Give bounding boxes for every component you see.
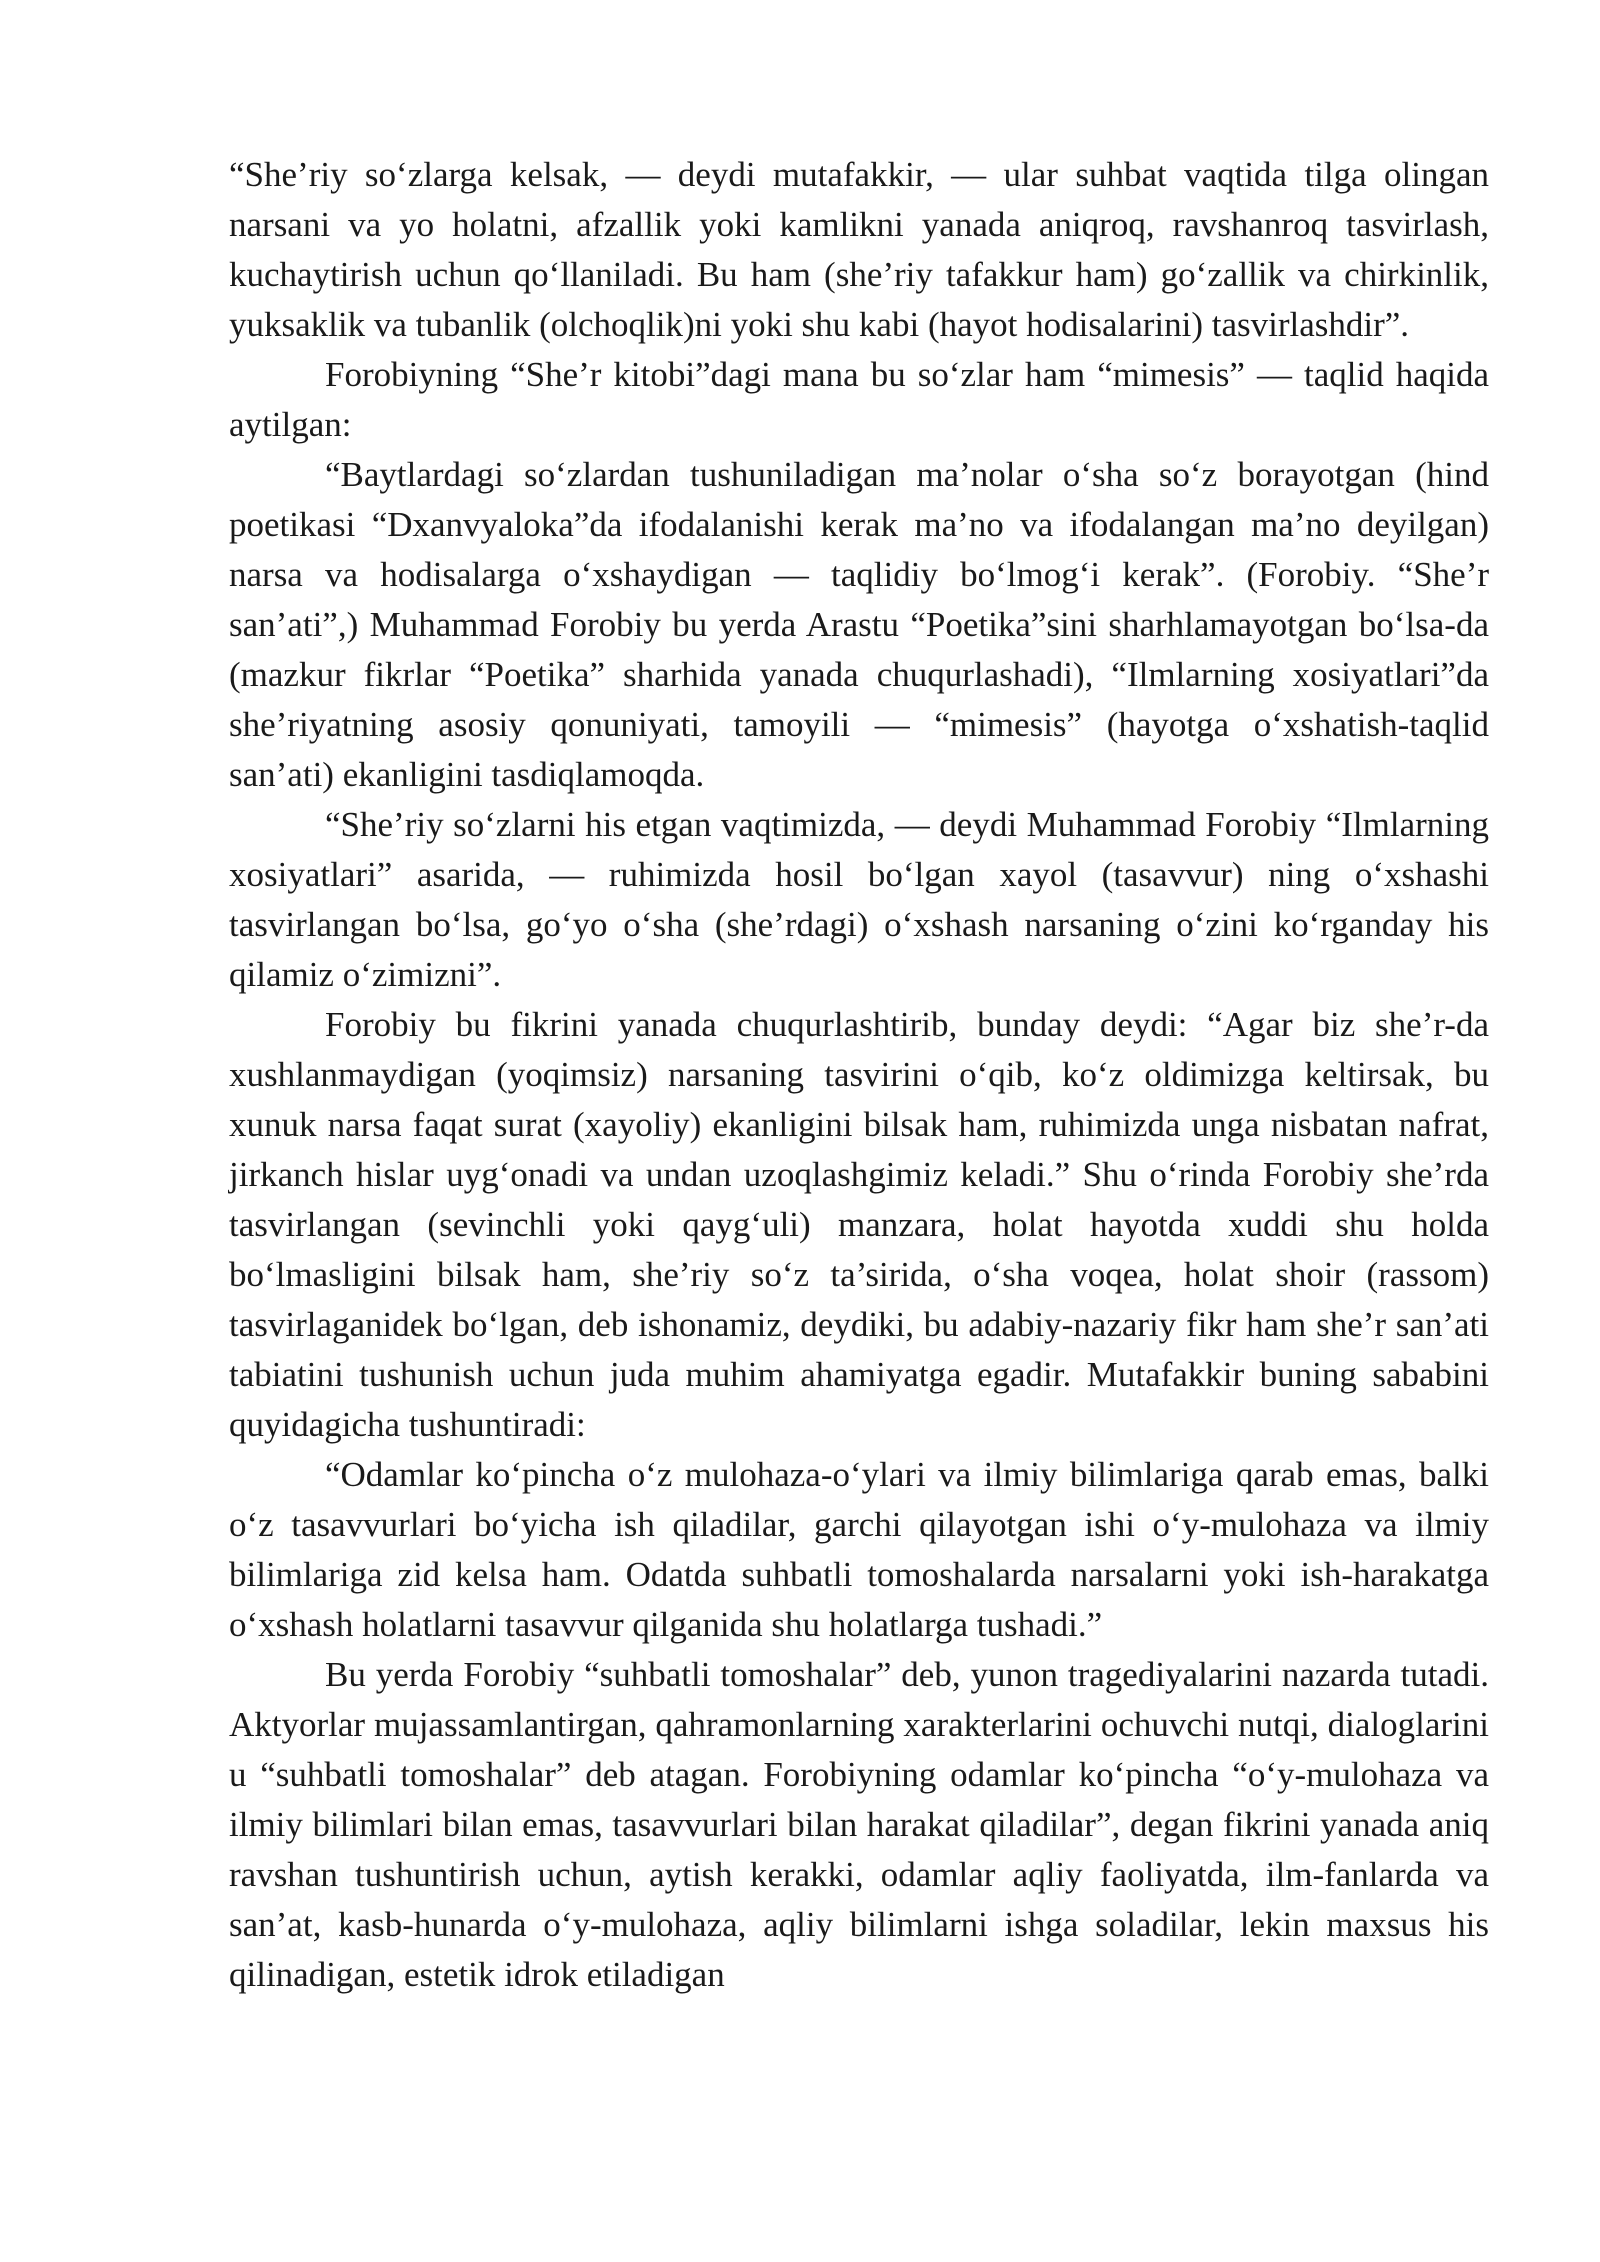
paragraph-7: Bu yerda Forobiy “suhbatli tomoshalar” deb, yunon tragediyalarini nazarda tutadi. Aktyorlar mujassamlantirgan, qahramonlarning xarakterlarini ochuvchi nutqi, dialoglarini u “suhbatli tomoshalar” deb atagan. Forobiyning odamlar ko‘pincha “o‘y-mulohaza va ilmiy bilimlari bilan emas, tasavvurlari bilan harakat qiladilar”, degan fikrini yanada aniq ravshan tushuntirish uchun, aytish kerakki, odamlar aqliy faoliyatda, ilm-fanlarda va san’at, kasb-hunarda o‘y-mulohaza, aqliy bilimlarni ishga soladilar, lekin maxsus his qilinadigan, estetik idrok etiladigan <box>229 1655 1489 1994</box>
paragraph-1: “She’riy so‘zlarga kelsak, — deydi mutafakkir, — ular suhbat vaqtida tilga olingan narsani va yo holatni, afzallik yoki kamlikni yanada aniqroq, ravshanroq tasvirlash, kuchaytirish uchun qo‘llaniladi. Bu ham (she’riy tafakkur ham) go‘zallik va chirkinlik, yuksaklik va tubanlik (olchoqlik)ni yoki shu kabi (hayot hodisalarini) tasvirlashdir”. <box>229 155 1489 344</box>
paragraph-3: “Baytlardagi so‘zlardan tushuniladigan ma’nolar o‘sha so‘z borayotgan (hind poetikasi “Dxanvyaloka”da ifodalanishi kerak ma’no va ifodalangan ma’no deyilgan) narsa va hodisalarga o‘xshaydigan — taqlidiy bo‘lmog‘i kerak”. (Forobiy. “She’r san’ati”,) Muhammad Forobiy bu yerda Arastu “Poetika”sini sharhlamayotgan bo‘lsa-da (mazkur fikrlar “Poetika” sharhida yanada chuqurlashadi), “Ilmlarning xosiyatlari”da she’riyatning asosiy qonuniyati, tamoyili — “mimesis” (hayotga o‘xshatish-taqlid san’ati) ekanligini tasdiqlamoqda. <box>229 455 1489 794</box>
paragraph-5: Forobiy bu fikrini yanada chuqurlashtirib, bunday deydi: “Agar biz she’r-da xushlanmaydigan (yoqimsiz) narsaning tasvirini o‘qib, ko‘z oldimizga keltirsak, bu xunuk narsa faqat surat (xayoliy) ekanligini bilsak ham, ruhimizda unga nisbatan nafrat, jirkanch hislar uyg‘onadi va undan uzoqlashgimiz keladi.” Shu o‘rinda Forobiy she’rda tasvirlangan (sevinchli yoki qayg‘uli) manzara, holat hayotda xuddi shu holda bo‘lmasligini bilsak ham, she’riy so‘z ta’sirida, o‘sha voqea, holat shoir (rassom) tasvirlaganidek bo‘lgan, deb ishonamiz, deydiki, bu adabiy-nazariy fikr ham she’r san’ati tabiatini tushunish uchun juda muhim ahamiyatga egadir. Mutafakkir buning sababini quyidagicha tushuntiradi: <box>229 1005 1489 1444</box>
paragraph-2: Forobiyning “She’r kitobi”dagi mana bu so‘zlar ham “mimesis” — taqlid haqida aytilgan: <box>229 355 1489 444</box>
document-page <box>229 150 1489 2000</box>
paragraph-4: “She’riy so‘zlarni his etgan vaqtimizda, — deydi Muhammad Forobiy “Ilmlarning xosiyatlari” asarida, — ruhimizda hosil bo‘lgan xayol (tasavvur) ning o‘xshashi tasvirlangan bo‘lsa, go‘yo o‘sha (she’rdagi) o‘xshash narsaning o‘zini ko‘rganday his qilamiz o‘zimizni”. <box>229 805 1489 994</box>
paragraph-6: “Odamlar ko‘pincha o‘z mulohaza-o‘ylari va ilmiy bilimlariga qarab emas, balki o‘z tasavvurlari bo‘yicha ish qiladilar, garchi qilayotgan ishi o‘y-mulohaza va ilmiy bilimlariga zid kelsa ham. Odatda suhbatli tomoshalarda narsalarni yoki ish-harakatga o‘xshash holatlarni tasavvur qilganida shu holatlarga tushadi.” <box>229 1455 1489 1644</box>
